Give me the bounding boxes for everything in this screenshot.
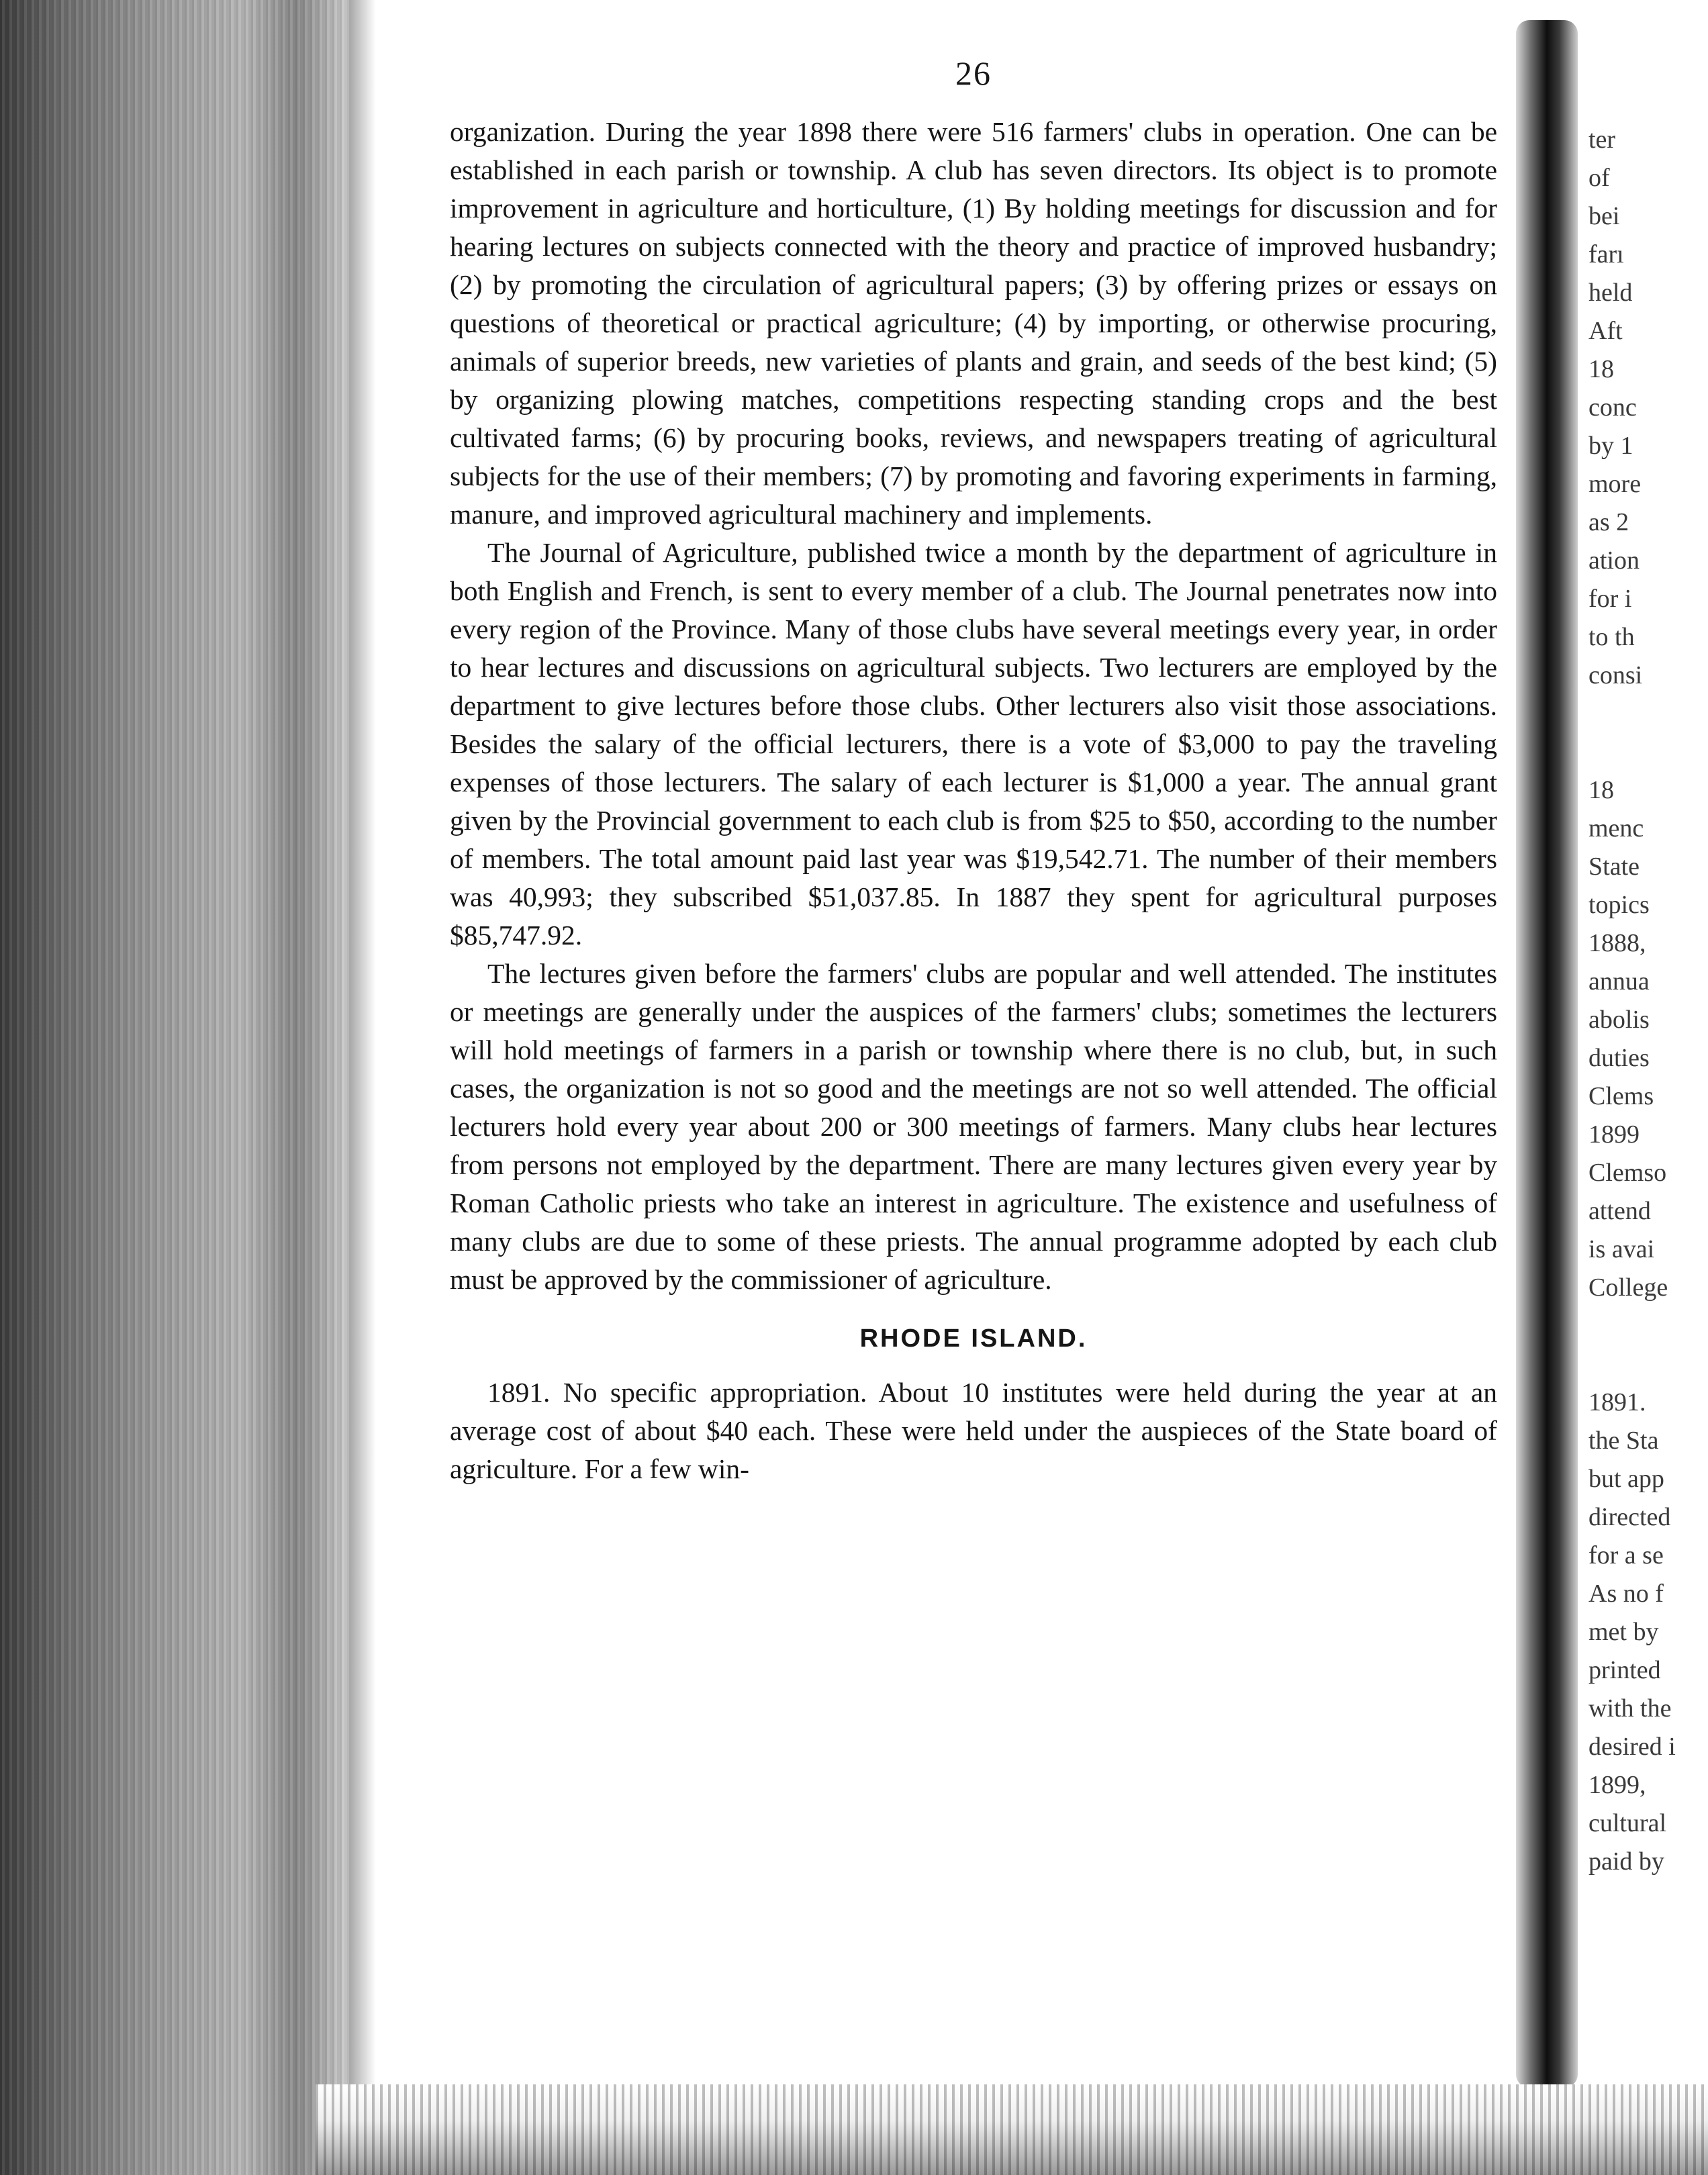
- paragraph-clubs-objects: organization. During the year 1898 there were 516 farmers' clubs in operation. One can be established in each parish or township. A club has seven directors. Its object is to promote improvement in agriculture and horticulture, (1) By holding meetings for discussion and for hearing lectures on subjects connected with the theory and practice of improved husbandry; (2) by promoting the circulation of agricultural papers; (3) by offering prizes or essays on questions of theoretical or practical agriculture; (4) by importing, or otherwise procuring, animals of superior breeds, new varieties of plants and grain, and seeds of the best kind; (5) by organizing plowing matches, competitions respecting standing crops and the best cultivated farms; (6) by procuring books, reviews, and newspapers treating of agricultural subjects for the use of their members; (7) by promoting and favoring experiments in farming, manure, and improved agricultural machinery and implements.: [450, 116, 1497, 530]
- paragraph-journal-of-agriculture: The Journal of Agriculture, published twice a month by the department of agriculture in both English and French, is sent to every member of a club. The Journal penetrates now into every region of the Province. Many of those clubs have several meetings every year, in order to hear lectures and discussions on agricultural subjects. Two lecturers are employed by the department to give lectures before those clubs. Other lecturers also visit those associations. Besides the salary of the official lecturers, there is a vote of $3,000 to pay the traveling expenses of those lecturers. The salary of each lecturer is $1,000 a year. The annual grant given by the Provincial government to each club is from $25 to $50, according to the number of members. The total amount paid last year was $19,542.71. The number of their members was 40,993; they subscribed $51,037.85. In 1887 they spent for agricultural purposes $85,747.92.: [450, 537, 1497, 951]
- facing-page-line: printed: [1588, 1656, 1661, 1684]
- facing-page-line: Clems: [1588, 1082, 1654, 1110]
- facing-page-line: farı: [1588, 240, 1624, 269]
- paragraph-lectures: The lectures given before the farmers' clubs are popular and well attended. The institutes or meetings are generally under the auspices of the farmers' clubs; sometimes the lecturers will hold meetings of farmers in a parish or township where there is no club, but, in such cases, the organization is not so good and the meetings are not so well attended. The official lecturers hold every year about 200 or 300 meetings of farmers. Many clubs hear lectures from persons not employed by the department. There are many lectures given every year by Roman Catholic priests who take an interest in agriculture. The existence and usefulness of many clubs are due to some of these priests. The annual programme adopted by each club must be approved by the commissioner of agriculture.: [450, 958, 1497, 1295]
- section-heading: RHODE ISLAND.: [859, 1324, 1088, 1353]
- facing-page-line: 1888,: [1588, 929, 1646, 957]
- facing-page-line: State: [1588, 853, 1640, 881]
- facing-page-line: bei: [1588, 202, 1620, 230]
- facing-page-line: met by: [1588, 1618, 1659, 1646]
- page-gutter: [1516, 20, 1578, 2088]
- facing-page-line: of: [1588, 164, 1610, 192]
- facing-page-line: for i: [1588, 585, 1632, 613]
- facing-page-line: directed: [1588, 1503, 1671, 1531]
- facing-page-line: College: [1588, 1273, 1668, 1302]
- facing-page-line: more: [1588, 470, 1642, 498]
- facing-page-line: duties: [1588, 1044, 1650, 1072]
- facing-page-line: attend: [1588, 1197, 1651, 1225]
- facing-page-line: 1899,: [1588, 1771, 1646, 1799]
- facing-page-line: for a se: [1588, 1541, 1664, 1569]
- facing-page-line: [1588, 695, 1708, 771]
- page-shadow: [349, 0, 376, 2175]
- facing-page-line: ation: [1588, 546, 1640, 575]
- facing-page-line: with the: [1588, 1694, 1672, 1723]
- facing-page-line: as 2: [1588, 508, 1629, 536]
- facing-page-line: consi: [1588, 661, 1643, 689]
- facing-page-line: As no f: [1588, 1580, 1664, 1608]
- main-page: [450, 54, 1497, 1488]
- facing-page-line: annua: [1588, 967, 1650, 996]
- facing-page-line: paid by: [1588, 1847, 1664, 1876]
- facing-page-fragment: [1588, 121, 1708, 1881]
- facing-page-line: Clemso: [1588, 1159, 1667, 1187]
- paragraph-rhode-island: 1891. No specific appropriation. About 10 institutes were held during the year at an average cost of about $40 each. These were held under the auspieces of the State board of agriculture. For a few win-: [450, 1377, 1497, 1484]
- facing-page-line: ter: [1588, 126, 1616, 154]
- facing-page-line: menc: [1588, 814, 1644, 842]
- facing-page-line: by 1: [1588, 432, 1633, 460]
- facing-page-line: conc: [1588, 393, 1637, 422]
- facing-page-line: held: [1588, 279, 1633, 307]
- facing-page-line: abolis: [1588, 1006, 1650, 1034]
- facing-page-line: topics: [1588, 891, 1650, 919]
- book-bottom-edge: [316, 2084, 1708, 2175]
- facing-page-line: is avai: [1588, 1235, 1655, 1263]
- page-number: 26: [955, 54, 992, 92]
- facing-page-line: 1891.: [1588, 1388, 1646, 1416]
- facing-page-line: [1588, 1307, 1708, 1384]
- facing-page-line: the Sta: [1588, 1427, 1659, 1455]
- facing-page-line: cultural: [1588, 1809, 1667, 1837]
- facing-page-line: 1899: [1588, 1120, 1640, 1149]
- facing-page-line: to th: [1588, 623, 1635, 651]
- facing-page-line: but app: [1588, 1465, 1664, 1493]
- facing-page-line: 18: [1588, 776, 1614, 804]
- facing-page-line: 18: [1588, 355, 1614, 383]
- book-edge: [0, 0, 349, 2175]
- facing-page-line: desired i: [1588, 1733, 1676, 1761]
- facing-page-line: Aft: [1588, 317, 1623, 345]
